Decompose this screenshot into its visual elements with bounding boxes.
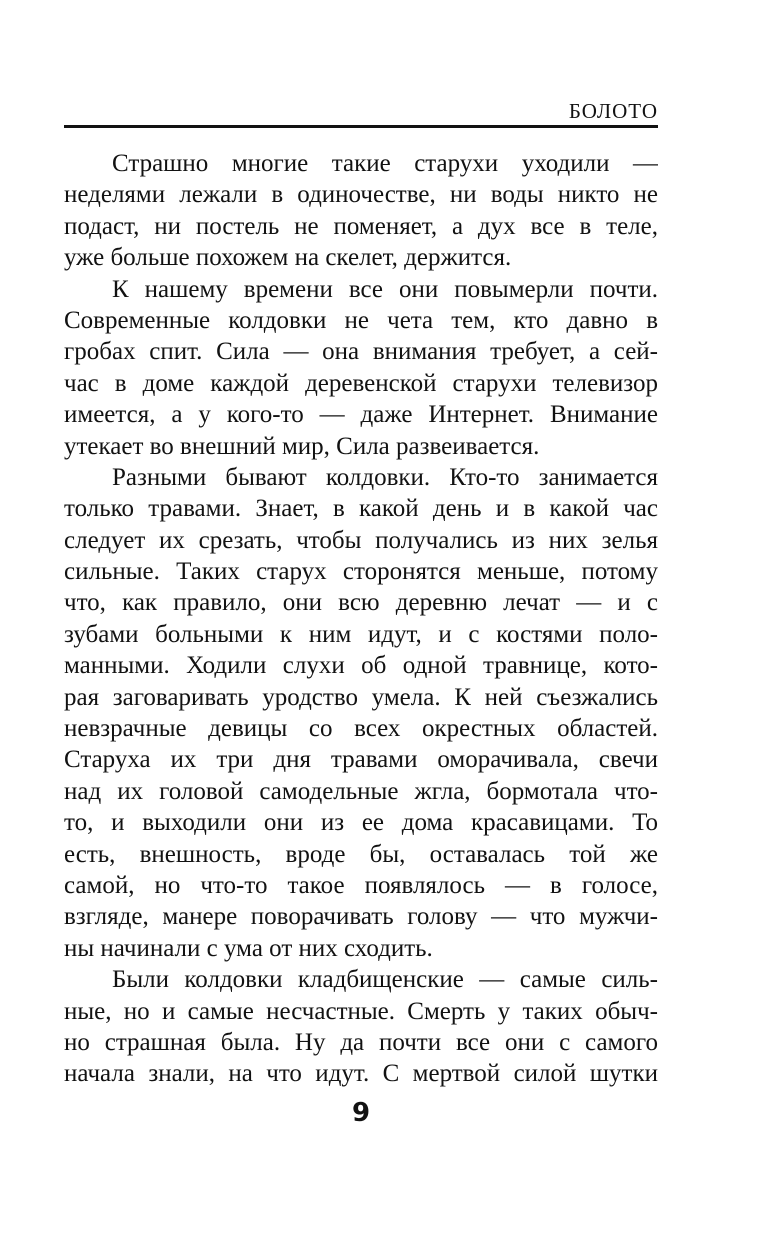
text-line: невзрачные девицы со всех окрестных областей. — [64, 715, 658, 743]
text-line: только травами. Знает, в какой день и в какой час — [64, 495, 658, 523]
text-line: сильные. Таких старух сторонятся меньше, потому — [64, 558, 658, 586]
text-line: час в доме каждой деревенской старухи телевизор — [64, 369, 658, 397]
text-line: то, и выходили они из ее дома красавицами. То — [64, 809, 658, 837]
text-line: утекает во внешний мир, Сила развеивается. — [64, 432, 540, 460]
text-line: гробах спит. Сила — она внимания требует, а сей- — [64, 338, 658, 366]
text-line: что, как правило, они всю деревню лечат — и с — [64, 589, 658, 617]
text-line: Разными бывают колдовки. Кто-то занимается — [112, 463, 658, 491]
text-line: рая заговаривать уродство умела. К ней съезжались — [64, 683, 658, 711]
text-line: взгляде, манере поворачивать голову — что мужчи- — [64, 903, 658, 931]
text-line: подаст, ни постель не поменяет, а дух все в теле, — [64, 212, 658, 240]
text-line: следует их срезать, чтобы получались из них зелья — [64, 526, 658, 554]
text-line: Старуха их три дня травами оморачивала, свечи — [64, 746, 658, 774]
text-line: Были колдовки кладбищенские — самые силь- — [112, 966, 658, 994]
text-line: над их головой самодельные жгла, бормотала что- — [64, 777, 658, 805]
running-header-title: БОЛОТО — [568, 99, 658, 123]
text-line: ные, но и самые несчастные. Смерть у таких обыч- — [64, 997, 658, 1025]
text-line: К нашему времени все они повымерли почти. — [112, 275, 658, 303]
text-line: уже больше похожем на скелет, держится. — [64, 244, 512, 272]
text-line: есть, внешность, вроде бы, оставалась той же — [64, 840, 658, 868]
text-line: самой, но что-то такое появлялось — в голосе, — [64, 871, 658, 899]
text-line: неделями лежали в одиночестве, ни воды никто не — [64, 181, 658, 209]
text-line: зубами больными к ним идут, и с костями поло- — [64, 620, 658, 648]
text-line: начала знали, на что идут. С мертвой силой шутки — [64, 1060, 658, 1088]
text-line: Страшно многие такие старухи уходили — — [112, 150, 658, 177]
body-text-block — [64, 148, 658, 1090]
page-number: 9 — [351, 1098, 371, 1128]
text-line: но страшная была. Ну да почти все они с самого — [64, 1028, 658, 1056]
text-line: имеется, а у кого-то — даже Интернет. Внимание — [64, 401, 658, 429]
text-line: ны начинали с ума от них сходить. — [64, 934, 433, 962]
text-line: манными. Ходили слухи об одной травнице, кото- — [64, 652, 658, 680]
text-line: Современные колдовки не чета тем, кто давно в — [64, 306, 658, 334]
header-rule-divider — [64, 125, 658, 128]
